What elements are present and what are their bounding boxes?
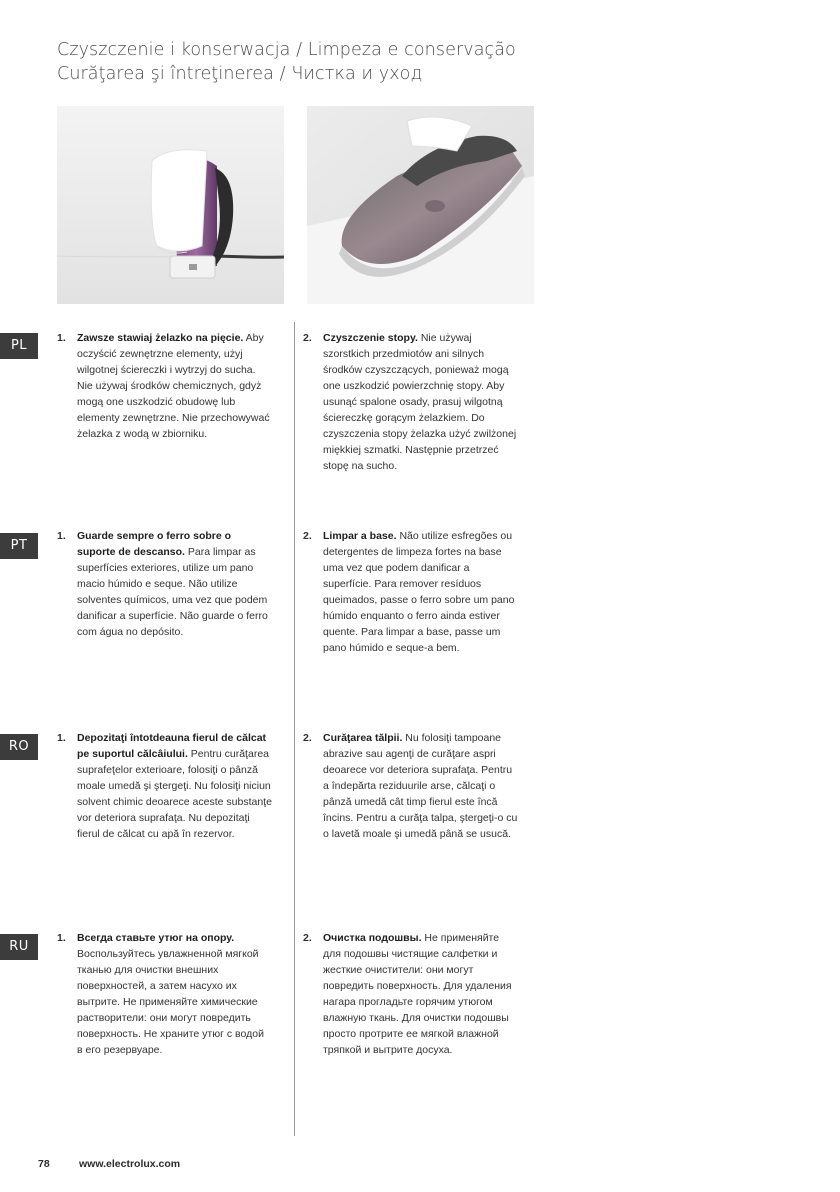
- step-text: Pentru curăţarea suprafeţelor exterioare, folosiţi o pânză moale umedă şi ştergeţi. Nu folosiţi niciun solvent chimic deoarece aceste substanţe vor deteriora suprafaţa. Nu depozitaţi fierul de călcat cu apă în rezervor.: [77, 748, 272, 840]
- step-heading: Czyszczenie stopy.: [323, 332, 418, 344]
- step-heading: Curăţarea tălpii.: [323, 732, 403, 744]
- language-tab-pl: PL: [0, 333, 38, 359]
- step-text: Не применяйте для подошвы чистящие салфетки и жесткие очистители: они могут повредить поверхность. Для удаления нагара прогладьте горячим утюгом влажную ткань. Для очистки подошвы просто протрите ее мягкой влажной тряпкой и вытрите досуха.: [323, 932, 512, 1056]
- step-heading: Всегда ставьте утюг на опору.: [77, 932, 235, 944]
- step-number: 2.: [303, 332, 312, 344]
- step-heading: Limpar a base.: [323, 530, 397, 542]
- iron-soleplate-image: [307, 106, 534, 304]
- step-heading: Zawsze stawiaj żelazko na pięcie.: [77, 332, 244, 344]
- step-ru-2: [303, 930, 518, 1058]
- step-ru-1: [57, 930, 272, 1058]
- step-number: 1.: [57, 332, 66, 344]
- step-number: 2.: [303, 530, 312, 542]
- step-text: Nu folosiţi tampoane abrazive sau agenţi de curăţare aspri deoarece vor deteriora suprafaţa. Pentru a îndepărta reziduurile arse, călcaţi o pânză umedă cât timp fierul este încă încins. Pentru a curăţa talpa, ştergeţi-o cu o lavetă moale şi umedă până se usucă.: [323, 732, 518, 840]
- step-pt-1: [57, 528, 272, 640]
- step-number: 1.: [57, 530, 66, 542]
- step-ro-1: [57, 730, 272, 842]
- step-text: Para limpar as superfícies exteriores, utilize um pano macio húmido e seque. Não utilize solventes químicos, uma vez que podem danificar a superfície. Não guarde o ferro com água no depósito.: [77, 546, 268, 638]
- column-divider: [294, 322, 295, 1136]
- language-tab-pt: PT: [0, 533, 38, 559]
- step-number: 1.: [57, 932, 66, 944]
- page-number: 78: [38, 1158, 50, 1170]
- iron-soleplate-illustration: [307, 106, 534, 304]
- step-text: Não utilize esfregões ou detergentes de limpeza fortes na base uma vez que podem danificar a superfície. Para remover resíduos queimados, passe o ferro sobre um pano húmido enquanto o ferro ainda estiver quente. Para limpar a base, passe um pano húmido e seque-a bem.: [323, 530, 515, 654]
- step-number: 2.: [303, 732, 312, 744]
- iron-heel-rest-image: [57, 106, 284, 304]
- step-text: Nie używaj szorstkich przedmiotów ani silnych środków czyszczących, ponieważ mogą one uszkodzić powierzchnię stopy. Aby usunąć spalone osady, prasuj wilgotną ściereczkę gorącym żelazkiem. Do czyszczenia stopy żelazka użyć zwilżonej miękkiej szmatki. Następnie przetrzeć stopę na sucho.: [323, 332, 517, 472]
- language-tab-ru: RU: [0, 934, 38, 960]
- page-title-line-2: Curăţarea şi întreţinerea / Чистка и уход: [57, 64, 423, 84]
- step-heading: Depozitaţi întotdeauna fierul de călcat pe suportul călcâiului.: [77, 732, 267, 760]
- iron-heel-rest-illustration: [57, 106, 284, 304]
- step-pl-2: [303, 330, 518, 474]
- step-text: Aby oczyścić zewnętrzne elementy, użyj wilgotnej ściereczki i wytrzyj do sucha. Nie używaj środków chemicznych, gdyż mogą one uszkodzić obudowę lub elementy zewnętrzne. Nie przechowywać żelazka z wodą w zbiorniku.: [77, 332, 270, 440]
- step-heading: Очистка подошвы.: [323, 932, 422, 944]
- language-tab-ro: RO: [0, 734, 38, 760]
- page-title-line-1: Czyszczenie i konserwacja / Limpeza e conservação: [57, 40, 516, 60]
- step-number: 1.: [57, 732, 66, 744]
- step-ro-2: [303, 730, 518, 842]
- step-pt-2: [303, 528, 518, 656]
- step-pl-1: [57, 330, 272, 442]
- page-title: [57, 38, 516, 86]
- step-heading: Guarde sempre o ferro sobre o suporte de descanso.: [77, 530, 232, 558]
- step-text: Воспользуйтесь увлажненной мягкой тканью для очистки внешних поверхностей, а затем насухо их вытрите. Не применяйте химические растворители: они могут повредить поверхность. Не храните утюг с водой в его резервуаре.: [77, 948, 264, 1056]
- step-number: 2.: [303, 932, 312, 944]
- website-link[interactable]: www.electrolux.com: [79, 1158, 181, 1170]
